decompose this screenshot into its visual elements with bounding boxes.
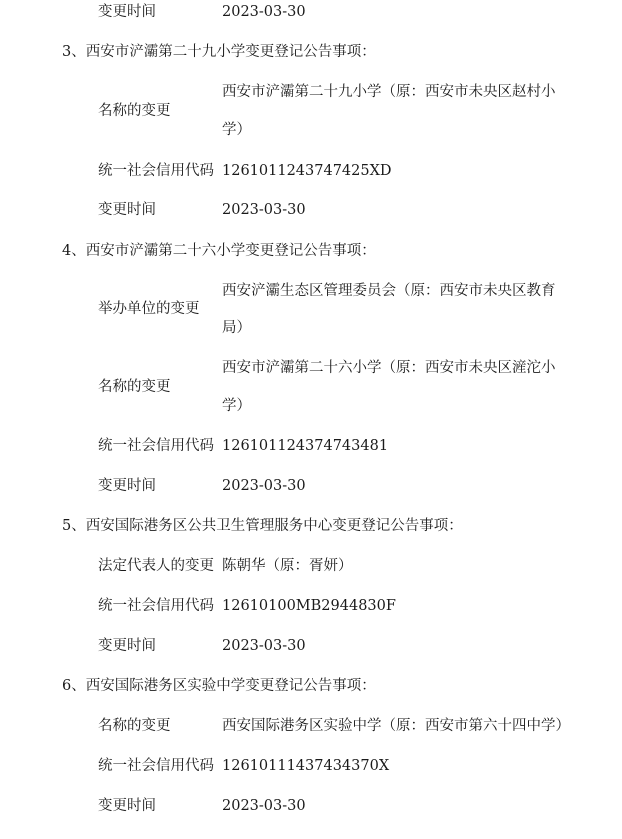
- name-change-label: 名称的变更: [98, 379, 171, 395]
- credit-code-label: 统一社会信用代码: [98, 598, 214, 614]
- credit-code-value: 12610111437434370X: [222, 758, 390, 774]
- credit-code-label: 统一社会信用代码: [98, 163, 214, 179]
- change-time-label: 变更时间: [98, 202, 156, 218]
- name-change-value: 西安市浐灞第二十九小学（原：西安市未央区赵村小: [222, 84, 556, 100]
- change-time-value: 2023-03-30: [222, 638, 306, 654]
- section-heading: 5、西安国际港务区公共卫生管理服务中心变更登记公告事项：: [62, 518, 463, 534]
- organizer-change-value: 西安浐灞生态区管理委员会（原：西安市未央区教育: [222, 283, 556, 299]
- name-change-value-cont: 学）: [222, 398, 251, 414]
- change-time-value: 2023-03-30: [222, 798, 306, 814]
- section-heading: 4、西安市浐灞第二十六小学变更登记公告事项：: [62, 243, 376, 259]
- credit-code-value: 1261011243747425XD: [222, 163, 392, 179]
- credit-code-value: 12610100MB2944830F: [222, 598, 396, 614]
- credit-code-label: 统一社会信用代码: [98, 758, 214, 774]
- credit-code-value: 126101124374743481: [222, 438, 389, 454]
- name-change-value: 西安市浐灞第二十六小学（原：西安市未央区滻沱小: [222, 360, 556, 376]
- section-heading: 6、西安国际港务区实验中学变更登记公告事项：: [62, 678, 376, 694]
- change-time-label: 变更时间: [98, 4, 156, 20]
- credit-code-label: 统一社会信用代码: [98, 438, 214, 454]
- change-time-value: 2023-03-30: [222, 478, 306, 494]
- change-time-label: 变更时间: [98, 798, 156, 814]
- name-change-value: 西安国际港务区实验中学（原：西安市第六十四中学）: [222, 718, 570, 734]
- change-time-value: 2023-03-30: [222, 202, 306, 218]
- section-heading: 3、西安市浐灞第二十九小学变更登记公告事项：: [62, 44, 376, 60]
- name-change-label: 名称的变更: [98, 103, 171, 119]
- name-change-value-cont: 学）: [222, 122, 251, 138]
- organizer-change-label: 举办单位的变更: [98, 301, 200, 317]
- organizer-change-value-cont: 局）: [222, 320, 251, 336]
- change-time-value: 2023-03-30: [222, 4, 306, 20]
- name-change-label: 名称的变更: [98, 718, 171, 734]
- legal-rep-change-value: 陈朝华（原：胥妍）: [222, 558, 353, 574]
- change-time-label: 变更时间: [98, 638, 156, 654]
- legal-rep-change-label: 法定代表人的变更: [98, 558, 214, 574]
- change-time-label: 变更时间: [98, 478, 156, 494]
